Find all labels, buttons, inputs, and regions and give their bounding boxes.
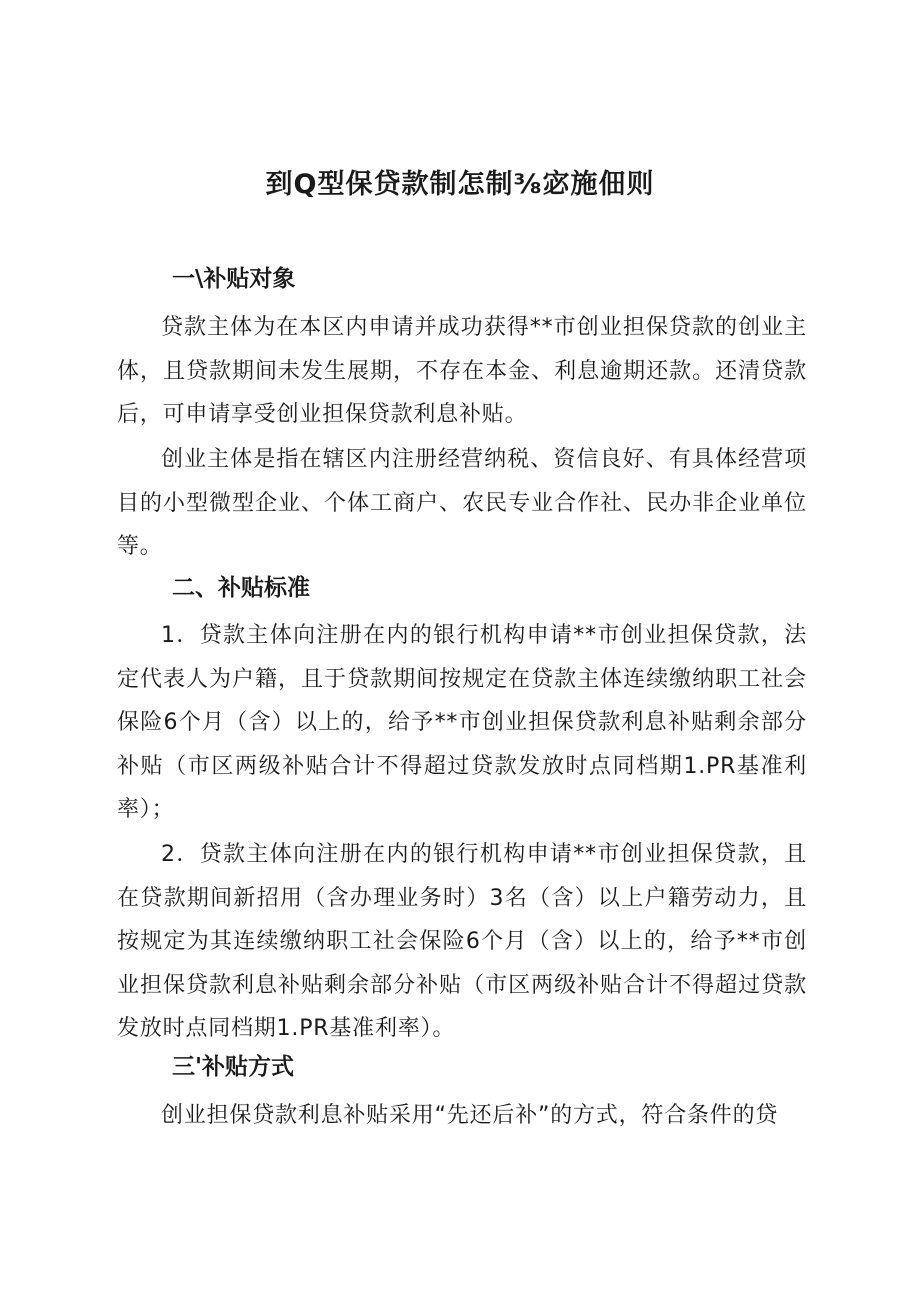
- section-heading-1: 一\补贴对象: [172, 266, 296, 292]
- section-heading-3: 三'补贴方式: [172, 1054, 295, 1080]
- document-title: 到Q型保贷款制怎制⅜宓施佃则: [265, 169, 655, 200]
- section-2-paragraph-2: 2．贷款主体向注册在内的银行机构申请**市创业担保贷款，且在贷款期间新招用（含办理业务时）3名（含）以上户籍劳动力，且按规定为其连续缴纳职工社会保险6个月（含）以上的，给予**市创业担保贷款利息补贴剩余部分补贴（市区两级补贴合计不得超过贷款发放时点同档期1.PR基准利率）。: [117, 842, 807, 1041]
- section-heading-2: 二、补贴标准: [172, 575, 310, 601]
- section-1-paragraph-1: 贷款主体为在本区内申请并成功获得**市创业担保贷款的创业主体，且贷款期间未发生展期，不存在本金、利息逾期还款。还清贷款后，可申请享受创业担保贷款利息补贴。: [117, 315, 807, 427]
- section-3-paragraph-1: 创业担保贷款利息补贴采用“先还后补”的方式，符合条件的贷: [161, 1103, 779, 1128]
- section-1-paragraph-2: 创业主体是指在辖区内注册经营纳税、资信良好、有具体经营项目的小型微型企业、个体工商户、农民专业合作社、民办非企业单位等。: [117, 447, 807, 559]
- section-2-paragraph-1: 1．贷款主体向注册在内的银行机构申请**市创业担保贷款，法定代表人为户籍，且于贷款期间按规定在贷款主体连续缴纳职工社会保险6个月（含）以上的，给予**市创业担保贷款利息补贴剩余部分补贴（市区两级补贴合计不得超过贷款发放时点同档期1.PR基准利率）；: [117, 623, 807, 822]
